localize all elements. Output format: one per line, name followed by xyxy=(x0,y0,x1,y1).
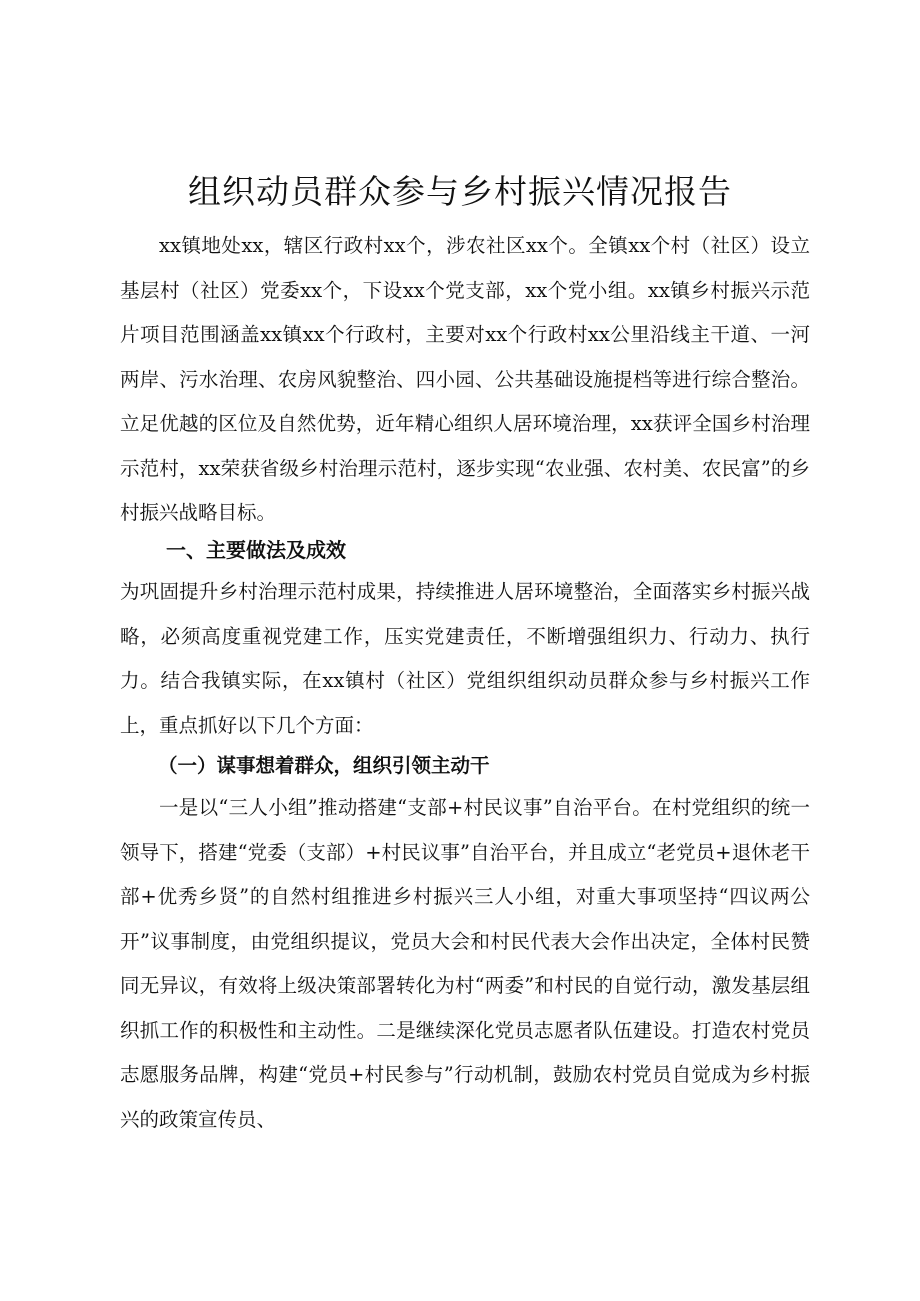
subsection-paragraph: 一是以“三人小组”推动搭建“支部+村民议事”自治平台。在村党组织的统一领导下，搭建“党委（支部）+村民议事”自治平台，并且成立“老党员+退休老干部+优秀乡贤”的自然村组推进乡村振兴三人小组，对重大事项坚持“四议两公开”议事制度，由党组织提议，党员大会和村民代表大会作出决定，全体村民赞同无异议，有效将上级决策部署转化为村“两委”和村民的自觉行动，激发基层组织抓工作的积极性和主动性。二是继续深化党员志愿者队伍建设。打造农村党员志愿服务品牌，构建“党员+村民参与”行动机制，鼓励农村党员自觉成为乡村振兴的政策宣传员、 xyxy=(120,796,810,1131)
intro-paragraph: xx镇地处xx，辖区行政村xx个，涉农社区xx个。全镇xx个村（社区）设立基层村（社区）党委xx个，下设xx个党支部，xx个党小组。xx镇乡村振兴示范片项目范围涵盖xx镇xx个行政村，主要对xx个行政村xx公里沿线主干道、一河两岸、污水治理、农房风貌整治、四小园、公共基础设施提档等进行综合整治。立足优越的区位及自然优势，近年精心组织人居环境治理，xx获评全国乡村治理示范村，xx荣获省级乡村治理示范村，逐步实现“农业强、农村美、农民富”的乡村振兴战略目标。 xyxy=(120,234,810,524)
document-title: 组织动员群众参与乡村振兴情况报告 xyxy=(188,172,732,211)
section-heading: 一、主要做法及成效 xyxy=(166,538,346,562)
subsection-heading: （一）谋事想着群众，组织引领主动干 xyxy=(158,754,490,777)
section-paragraph: 为巩固提升乡村治理示范村成果，持续推进人居环境整治，全面落实乡村振兴战略，必须高度重视党建工作，压实党建责任，不断增强组织力、行动力、执行力。结合我镇实际，在xx镇村（社区）党组织组织动员群众参与乡村振兴工作上，重点抓好以下几个方面： xyxy=(120,580,810,737)
